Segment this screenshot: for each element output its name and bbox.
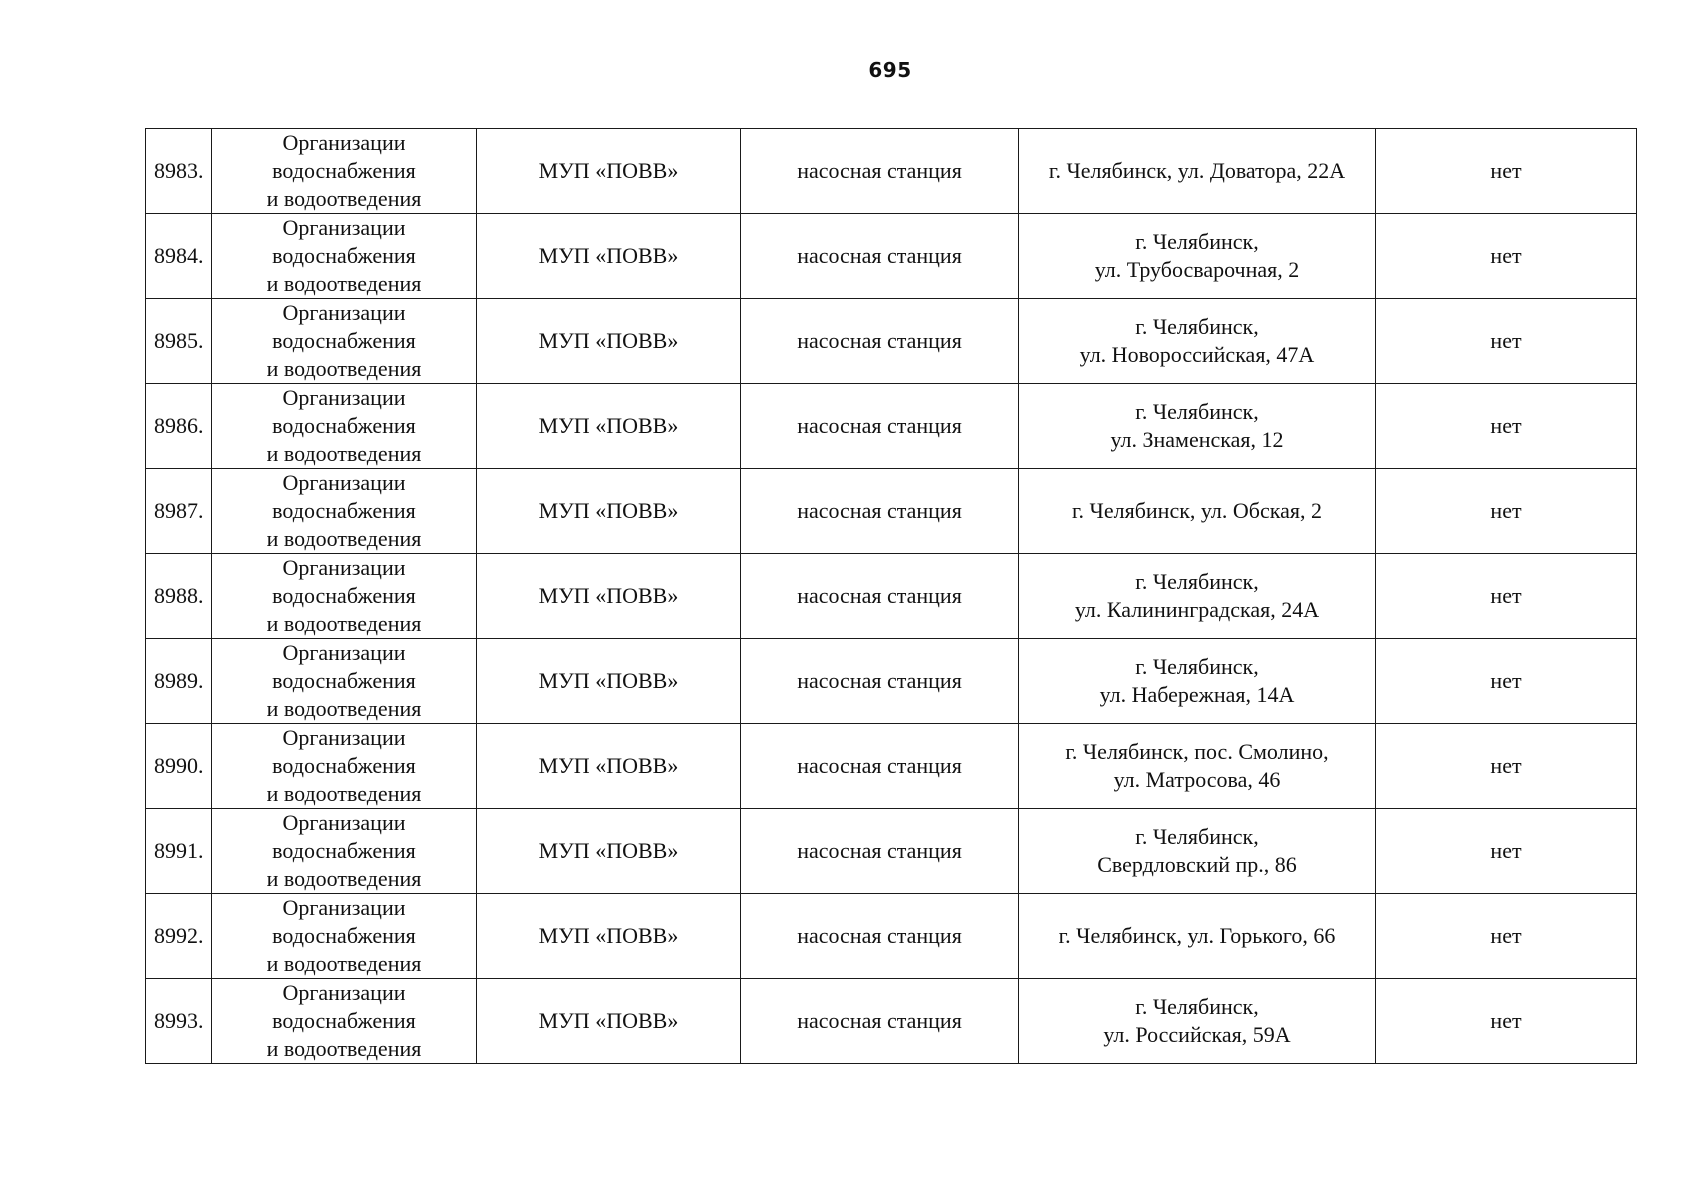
category-line: и водоотведения bbox=[266, 866, 422, 891]
table-row bbox=[146, 384, 1637, 469]
address-line: ул. Набережная, 14А bbox=[1099, 682, 1295, 707]
organization-cell: МУП «ПОВВ» bbox=[477, 384, 741, 469]
table-row bbox=[146, 894, 1637, 979]
category-line: Организации bbox=[282, 130, 406, 155]
category-line: Организации bbox=[282, 555, 406, 580]
category-cell bbox=[212, 639, 477, 724]
category-cell bbox=[212, 724, 477, 809]
row-number-cell: 8987. bbox=[146, 469, 212, 554]
address-line: г. Челябинск, ул. Обская, 2 bbox=[1072, 498, 1322, 523]
address-line: г. Челябинск, bbox=[1135, 229, 1259, 254]
address-cell bbox=[1019, 214, 1376, 299]
category-line: и водоотведения bbox=[266, 526, 422, 551]
row-number-cell: 8989. bbox=[146, 639, 212, 724]
object-type-cell: насосная станция bbox=[741, 469, 1019, 554]
status-cell: нет bbox=[1376, 894, 1637, 979]
address-line: г. Челябинск, ул. Доватора, 22А bbox=[1048, 158, 1346, 183]
category-line: и водоотведения bbox=[266, 611, 422, 636]
organization-cell: МУП «ПОВВ» bbox=[477, 639, 741, 724]
category-cell bbox=[212, 384, 477, 469]
address-cell bbox=[1019, 469, 1376, 554]
category-line: водоснабжения bbox=[272, 668, 416, 693]
category-line: и водоотведения bbox=[266, 781, 422, 806]
table-row bbox=[146, 214, 1637, 299]
address-line: г. Челябинск, bbox=[1135, 994, 1259, 1019]
organization-cell: МУП «ПОВВ» bbox=[477, 299, 741, 384]
address-line: г. Челябинск, bbox=[1135, 569, 1259, 594]
category-line: Организации bbox=[282, 300, 406, 325]
table-row bbox=[146, 469, 1637, 554]
status-cell: нет bbox=[1376, 299, 1637, 384]
status-cell: нет bbox=[1376, 639, 1637, 724]
address-line: г. Челябинск, bbox=[1135, 314, 1259, 339]
category-line: и водоотведения bbox=[266, 441, 422, 466]
address-line: ул. Трубосварочная, 2 bbox=[1094, 257, 1300, 282]
status-cell: нет bbox=[1376, 979, 1637, 1064]
table-row bbox=[146, 639, 1637, 724]
row-number-cell: 8985. bbox=[146, 299, 212, 384]
organization-cell: МУП «ПОВВ» bbox=[477, 554, 741, 639]
category-line: водоснабжения bbox=[272, 158, 416, 183]
category-line: водоснабжения bbox=[272, 753, 416, 778]
category-line: водоснабжения bbox=[272, 923, 416, 948]
object-type-cell: насосная станция bbox=[741, 894, 1019, 979]
address-cell bbox=[1019, 894, 1376, 979]
status-cell: нет bbox=[1376, 129, 1637, 214]
address-line: г. Челябинск, bbox=[1135, 654, 1259, 679]
organization-cell: МУП «ПОВВ» bbox=[477, 809, 741, 894]
row-number-cell: 8984. bbox=[146, 214, 212, 299]
status-cell: нет bbox=[1376, 214, 1637, 299]
category-line: водоснабжения bbox=[272, 1008, 416, 1033]
status-cell: нет bbox=[1376, 724, 1637, 809]
table-row bbox=[146, 979, 1637, 1064]
status-cell: нет bbox=[1376, 384, 1637, 469]
category-line: и водоотведения bbox=[266, 696, 422, 721]
organization-cell: МУП «ПОВВ» bbox=[477, 979, 741, 1064]
status-cell: нет bbox=[1376, 469, 1637, 554]
category-line: Организации bbox=[282, 640, 406, 665]
row-number-cell: 8992. bbox=[146, 894, 212, 979]
category-line: и водоотведения bbox=[266, 1036, 422, 1061]
address-line: ул. Знаменская, 12 bbox=[1110, 427, 1284, 452]
status-cell: нет bbox=[1376, 809, 1637, 894]
address-cell bbox=[1019, 979, 1376, 1064]
object-type-cell: насосная станция bbox=[741, 724, 1019, 809]
address-cell bbox=[1019, 554, 1376, 639]
category-cell bbox=[212, 214, 477, 299]
address-line: Свердловский пр., 86 bbox=[1097, 852, 1297, 877]
category-line: и водоотведения bbox=[266, 186, 422, 211]
category-cell bbox=[212, 469, 477, 554]
organization-cell: МУП «ПОВВ» bbox=[477, 894, 741, 979]
object-type-cell: насосная станция bbox=[741, 639, 1019, 724]
object-type-cell: насосная станция bbox=[741, 979, 1019, 1064]
category-line: водоснабжения bbox=[272, 498, 416, 523]
object-type-cell: насосная станция bbox=[741, 129, 1019, 214]
table-row bbox=[146, 129, 1637, 214]
address-line: ул. Российская, 59А bbox=[1103, 1022, 1291, 1047]
address-line: ул. Новороссийская, 47А bbox=[1079, 342, 1315, 367]
address-cell bbox=[1019, 299, 1376, 384]
category-line: водоснабжения bbox=[272, 413, 416, 438]
category-line: Организации bbox=[282, 470, 406, 495]
category-line: Организации bbox=[282, 980, 406, 1005]
object-type-cell: насосная станция bbox=[741, 384, 1019, 469]
address-cell bbox=[1019, 129, 1376, 214]
category-line: Организации bbox=[282, 385, 406, 410]
object-type-cell: насосная станция bbox=[741, 554, 1019, 639]
category-line: Организации bbox=[282, 725, 406, 750]
object-type-cell: насосная станция bbox=[741, 809, 1019, 894]
address-line: г. Челябинск, ул. Горького, 66 bbox=[1058, 923, 1336, 948]
category-cell bbox=[212, 299, 477, 384]
row-number-cell: 8986. bbox=[146, 384, 212, 469]
address-line: г. Челябинск, bbox=[1135, 824, 1259, 849]
category-line: водоснабжения bbox=[272, 838, 416, 863]
category-line: и водоотведения bbox=[266, 356, 422, 381]
category-line: Организации bbox=[282, 895, 406, 920]
category-line: Организации bbox=[282, 215, 406, 240]
category-line: водоснабжения bbox=[272, 328, 416, 353]
organization-cell: МУП «ПОВВ» bbox=[477, 724, 741, 809]
address-line: г. Челябинск, пос. Смолино, bbox=[1065, 739, 1329, 764]
address-cell bbox=[1019, 809, 1376, 894]
category-line: Организации bbox=[282, 810, 406, 835]
category-cell bbox=[212, 554, 477, 639]
table-row bbox=[146, 724, 1637, 809]
address-line: ул. Калининградская, 24А bbox=[1074, 597, 1320, 622]
row-number-cell: 8991. bbox=[146, 809, 212, 894]
registry-table-body bbox=[146, 129, 1637, 1064]
organization-cell: МУП «ПОВВ» bbox=[477, 469, 741, 554]
category-cell bbox=[212, 894, 477, 979]
category-cell bbox=[212, 809, 477, 894]
address-line: г. Челябинск, bbox=[1135, 399, 1259, 424]
registry-table bbox=[145, 128, 1637, 1064]
category-line: и водоотведения bbox=[266, 951, 422, 976]
status-cell: нет bbox=[1376, 554, 1637, 639]
row-number-cell: 8988. bbox=[146, 554, 212, 639]
category-cell bbox=[212, 979, 477, 1064]
category-line: водоснабжения bbox=[272, 583, 416, 608]
row-number-cell: 8983. bbox=[146, 129, 212, 214]
address-cell bbox=[1019, 639, 1376, 724]
address-line: ул. Матросова, 46 bbox=[1113, 767, 1281, 792]
table-row bbox=[146, 809, 1637, 894]
category-cell bbox=[212, 129, 477, 214]
row-number-cell: 8993. bbox=[146, 979, 212, 1064]
address-cell bbox=[1019, 724, 1376, 809]
object-type-cell: насосная станция bbox=[741, 214, 1019, 299]
organization-cell: МУП «ПОВВ» bbox=[477, 129, 741, 214]
address-cell bbox=[1019, 384, 1376, 469]
table-row bbox=[146, 554, 1637, 639]
category-line: и водоотведения bbox=[266, 271, 422, 296]
category-line: водоснабжения bbox=[272, 243, 416, 268]
row-number-cell: 8990. bbox=[146, 724, 212, 809]
organization-cell: МУП «ПОВВ» bbox=[477, 214, 741, 299]
object-type-cell: насосная станция bbox=[741, 299, 1019, 384]
table-row bbox=[146, 299, 1637, 384]
page-number: 695 bbox=[868, 58, 912, 82]
